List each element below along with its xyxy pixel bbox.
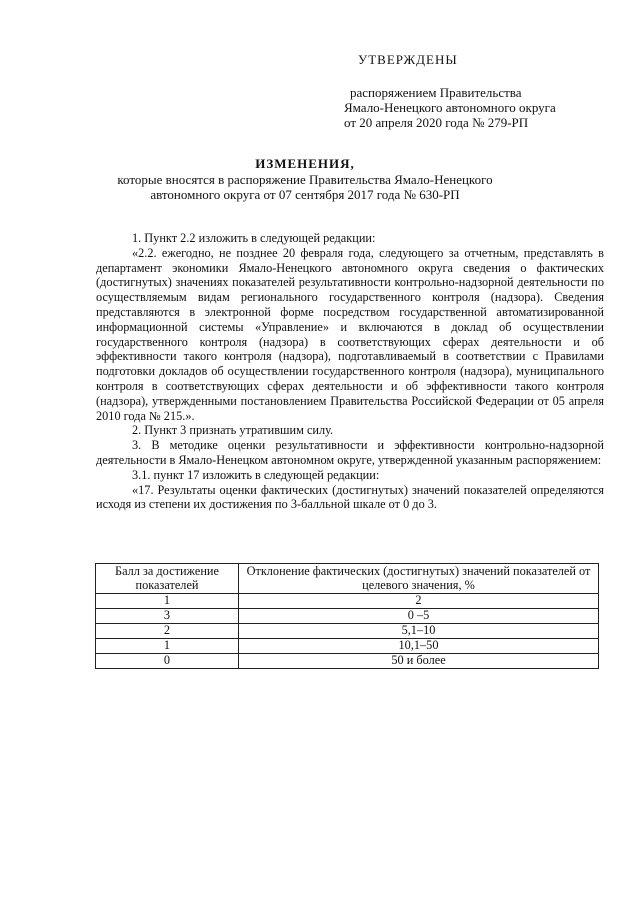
table-cell-score: 3	[96, 609, 239, 624]
table-row	[96, 654, 599, 669]
body-paragraph: «17. Результаты оценки фактических (достигнутых) значений показателей определяются исходя из степени их достижения по 3-балльной шкале от 0 до 3.	[96, 482, 604, 512]
document-heading	[90, 156, 520, 202]
document-body	[96, 231, 604, 512]
table-cell-deviation: 50 и более	[239, 654, 599, 669]
body-paragraph: «2.2. ежегодно, не позднее 20 февраля года, следующего за отчетным, представлять в департамент экономики Ямало-Ненецкого автономного округа сведения о фактических (достигнутых) значениях показателей результативности контрольно-надзорной деятельности по осуществляемым видам регионального государственного контроля (надзора). Сведения представляются в электронной форме посредством государственной автоматизированной информационной системы «Управление» и включаются в доклад об осуществлении государственного контроля (надзора) в соответствующих сферах деятельности и об эффективности такого контроля (надзора), подготавливаемый в соответствии с Правилами подготовки докладов об осуществлении государственного контроля (надзора), муниципального контроля в соответствующих сферах деятельности и об эффективности такого контроля (надзора), утвержденными постановлением Правительства Российской Федерации от 05 апреля 2010 года № 215.».	[96, 245, 604, 423]
table-cell-deviation: 0 –5	[239, 609, 599, 624]
document-title: ИЗМЕНЕНИЯ,	[255, 156, 355, 171]
document-subtitle-line: которые вносятся в распоряжение Правительства Ямало-Ненецкого	[117, 172, 493, 187]
table-row	[96, 594, 599, 609]
approval-line: от 20 апреля 2020 года № 279-РП	[344, 115, 529, 130]
table-cell-score: 0	[96, 654, 239, 669]
approval-line: Ямало-Ненецкого автономного округа	[344, 100, 556, 115]
table-cell-score: 2	[96, 624, 239, 639]
table-row	[96, 624, 599, 639]
table-cell-deviation: 5,1–10	[239, 624, 599, 639]
approval-title: УТВЕРЖДЕНЫ	[358, 52, 458, 67]
table-cell-deviation: 10,1–50	[239, 639, 599, 654]
table-header-row	[96, 564, 599, 594]
table-cell-score: 1	[96, 594, 239, 609]
table-cell-deviation: 2	[239, 594, 599, 609]
body-paragraph: 2. Пункт 3 признать утратившим силу.	[132, 423, 334, 438]
table-header-cell: Балл за достижение показателей	[96, 564, 239, 594]
approval-line: распоряжением Правительства	[350, 85, 522, 100]
table-header-cell: Отклонение фактических (достигнутых) значений показателей от целевого значения, %	[239, 564, 599, 594]
table-row	[96, 639, 599, 654]
body-paragraph: 1. Пункт 2.2 изложить в следующей редакции:	[132, 231, 376, 245]
table-row	[96, 609, 599, 624]
body-paragraph: 3. В методике оценки результативности и эффективности контрольно-надзорной деятельности в Ямало-Ненецком автономном округе, утвержденной указанным распоряжением:	[96, 438, 604, 467]
table-cell-score: 1	[96, 639, 239, 654]
body-paragraph: 3.1. пункт 17 изложить в следующей редакции:	[132, 467, 380, 482]
document-subtitle-line: автономного округа от 07 сентября 2017 года № 630-РП	[150, 187, 460, 202]
score-table	[95, 563, 599, 669]
approval-block	[344, 52, 614, 130]
